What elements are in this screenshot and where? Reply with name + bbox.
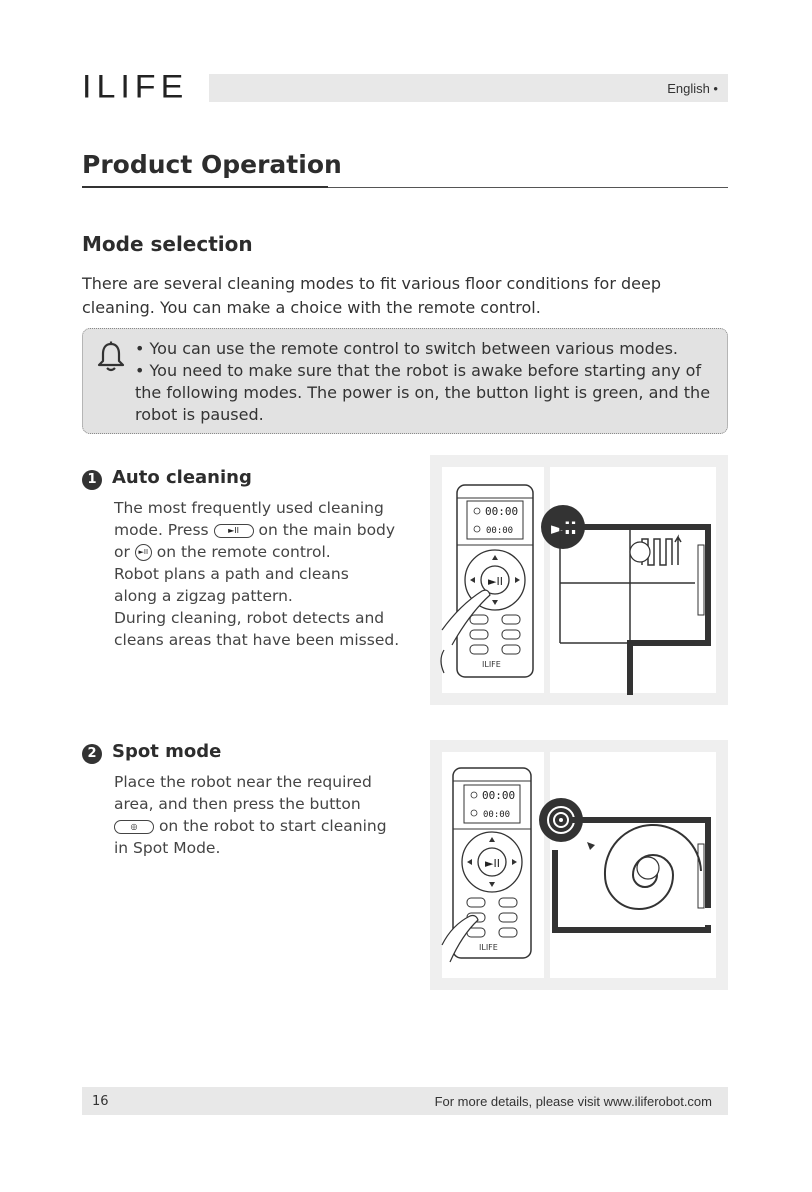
text-line: ◎ on the robot to start cleaning (114, 815, 424, 837)
note-list (135, 338, 720, 426)
footer-website-note[interactable]: For more details, please visit www.iliferobot.com (434, 1094, 712, 1109)
spot-mode-illustration (430, 740, 728, 990)
mode-selection-heading: Mode selection (82, 232, 253, 256)
note-item: • You need to make sure that the robot is awake before starting any of the following modes. The power is on, the button light is green, and the robot is paused. (135, 360, 720, 426)
footer-bar (82, 1087, 728, 1115)
remote-play-pause-icon: ►II (135, 544, 152, 561)
language-bar (209, 74, 728, 102)
text-line: area, and then press the button (114, 795, 361, 813)
remote-time-2: 00:00 (483, 810, 511, 820)
text-line: or ►II on the remote control. (114, 543, 331, 561)
remote-time-1: 00:00 (485, 505, 519, 518)
text-line: along a zigzag pattern. (114, 587, 293, 605)
text-line: Place the robot near the required (114, 773, 372, 791)
spot-mode-description (114, 771, 424, 859)
note-box (82, 328, 728, 434)
play-pause-badge-icon: ►II (551, 519, 577, 539)
remote-brand: ILIFE (482, 660, 501, 669)
text-line: During cleaning, robot detects and (114, 609, 385, 627)
bell-icon (97, 341, 125, 373)
spot-button-icon: ◎ (114, 820, 154, 834)
auto-cleaning-title: Auto cleaning (112, 467, 252, 488)
title-rule (328, 187, 728, 188)
play-pause-button-icon: ►II (214, 524, 254, 538)
auto-cleaning-drawing (430, 455, 728, 705)
step-number-1: 1 (82, 470, 102, 490)
remote-brand: ILIFE (479, 943, 498, 952)
remote-time-1: 00:00 (482, 789, 516, 802)
text-line: The most frequently used cleaning (114, 499, 384, 517)
text-line: cleans areas that have been missed. (114, 631, 400, 649)
text-line: Robot plans a path and cleans (114, 565, 349, 583)
play-pause-icon: ►II (485, 857, 500, 870)
spot-mode-title: Spot mode (112, 741, 222, 762)
remote-time-2: 00:00 (486, 526, 514, 536)
auto-cleaning-illustration (430, 455, 728, 705)
language-label[interactable]: English • (667, 81, 718, 96)
play-pause-icon: ►II (488, 575, 503, 588)
step-number-2: 2 (82, 744, 102, 764)
title-underline (82, 186, 328, 188)
text-line: in Spot Mode. (114, 839, 221, 857)
auto-cleaning-description (114, 497, 424, 651)
note-item: • You can use the remote control to switch between various modes. (135, 338, 720, 360)
mode-selection-intro: There are several cleaning modes to fit various floor conditions for deep cleaning. You can make a choice with the remote control. (82, 274, 661, 317)
section-title: Product Operation (82, 150, 342, 179)
spot-mode-drawing (430, 740, 728, 990)
page-number: 16 (92, 1094, 109, 1109)
brand-logo: ILIFE (82, 68, 189, 106)
text-line: mode. Press ►II on the main body (114, 521, 396, 539)
